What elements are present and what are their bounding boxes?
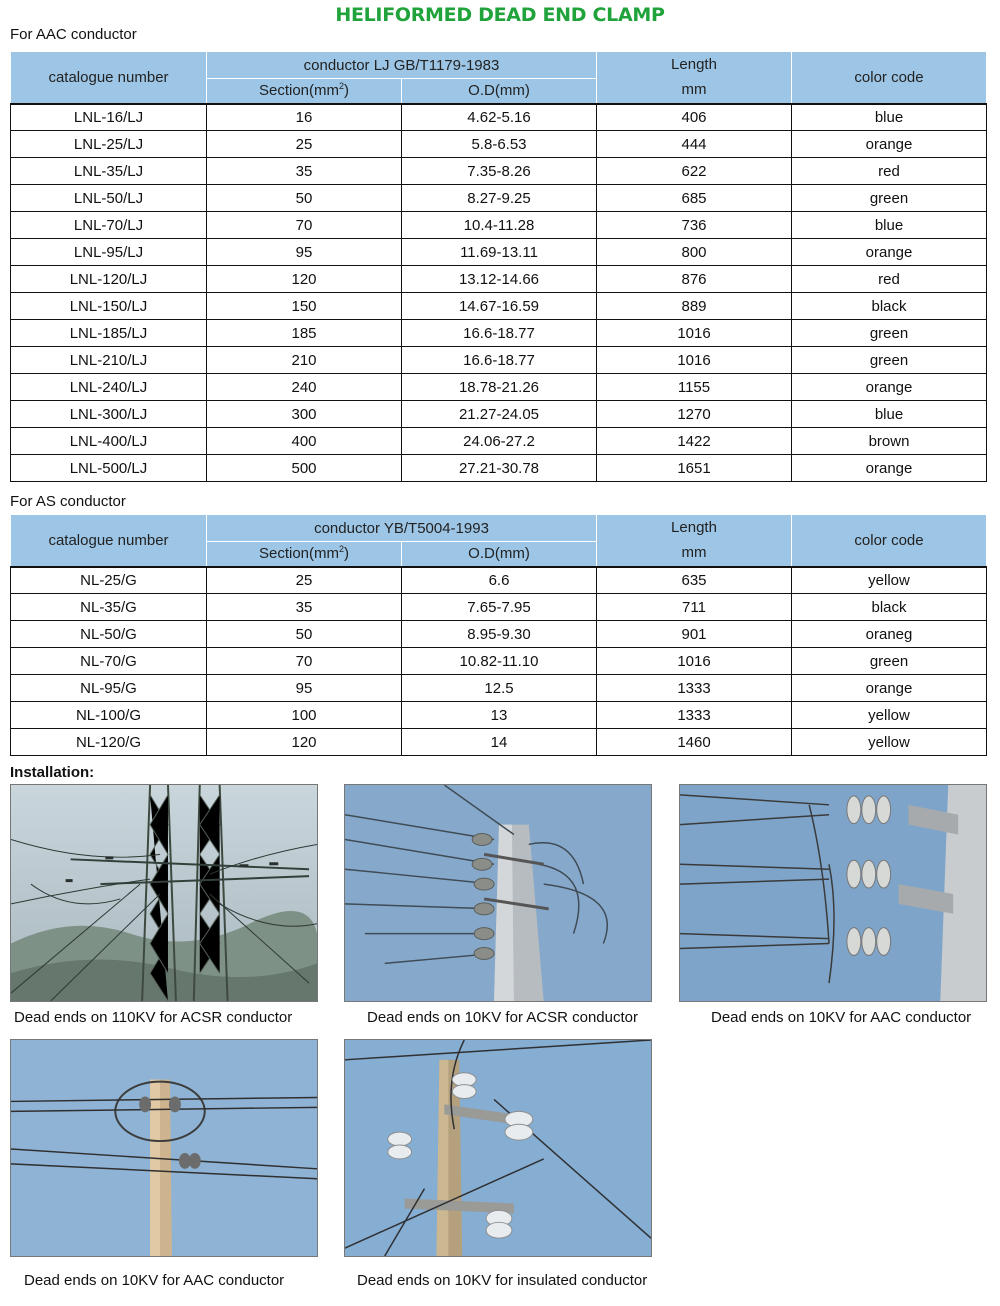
cell-catalogue-number: NL-50/G — [11, 621, 207, 648]
cell-length: 685 — [597, 185, 792, 212]
cell-outer-diameter: 5.8-6.53 — [402, 131, 597, 158]
cell-catalogue-number: LNL-240/LJ — [11, 374, 207, 401]
cell-section: 120 — [207, 729, 402, 756]
table-row — [11, 104, 987, 131]
photo-10kv-aac-1 — [679, 784, 987, 1002]
cell-section: 210 — [207, 347, 402, 374]
header-length — [597, 52, 792, 104]
cell-catalogue-number: LNL-120/LJ — [11, 266, 207, 293]
table-row — [11, 293, 987, 320]
cell-color-code: green — [792, 320, 987, 347]
header-conductor-standard: conductor YB/T5004-1993 — [207, 515, 597, 542]
cell-catalogue-number: LNL-35/LJ — [11, 158, 207, 185]
cell-catalogue-number: LNL-50/LJ — [11, 185, 207, 212]
table-row — [11, 347, 987, 374]
cell-section: 95 — [207, 675, 402, 702]
cell-length: 876 — [597, 266, 792, 293]
cell-catalogue-number: LNL-95/LJ — [11, 239, 207, 266]
as-spec-table — [10, 514, 987, 756]
cell-catalogue-number: LNL-16/LJ — [11, 104, 207, 131]
header-color-code: color code — [792, 515, 987, 567]
cell-catalogue-number: LNL-300/LJ — [11, 401, 207, 428]
cell-color-code: black — [792, 594, 987, 621]
cell-length: 1422 — [597, 428, 792, 455]
cell-color-code: blue — [792, 104, 987, 131]
cell-length: 1016 — [597, 320, 792, 347]
cell-length: 406 — [597, 104, 792, 131]
cell-length: 1270 — [597, 401, 792, 428]
cell-catalogue-number: NL-95/G — [11, 675, 207, 702]
cell-color-code: orange — [792, 455, 987, 482]
cell-section: 300 — [207, 401, 402, 428]
cell-catalogue-number: NL-120/G — [11, 729, 207, 756]
cell-color-code: orange — [792, 131, 987, 158]
table-row — [11, 374, 987, 401]
cell-outer-diameter: 27.21-30.78 — [402, 455, 597, 482]
header-length-unit: mm — [681, 81, 707, 99]
table-row — [11, 266, 987, 293]
cell-color-code: brown — [792, 428, 987, 455]
photo-caption: Dead ends on 10KV for AAC conductor — [711, 1009, 972, 1026]
header-color-code: color code — [792, 52, 987, 104]
cell-section: 25 — [207, 567, 402, 594]
cell-outer-diameter: 4.62-5.16 — [402, 104, 597, 131]
cell-outer-diameter: 8.95-9.30 — [402, 621, 597, 648]
cell-length: 1016 — [597, 648, 792, 675]
aac-table-body — [11, 104, 987, 482]
cell-outer-diameter: 6.6 — [402, 567, 597, 594]
cell-section: 120 — [207, 266, 402, 293]
table-row — [11, 729, 987, 756]
installation-heading: Installation: — [10, 764, 95, 781]
table-row — [11, 567, 987, 594]
cell-color-code: red — [792, 158, 987, 185]
cell-catalogue-number: LNL-185/LJ — [11, 320, 207, 347]
page-title: HELIFORMED DEAD END CLAMP — [335, 4, 665, 26]
header-length-label: Length — [671, 56, 717, 74]
table-row — [11, 131, 987, 158]
cell-color-code: oraneg — [792, 621, 987, 648]
cell-outer-diameter: 16.6-18.77 — [402, 347, 597, 374]
header-outer-diameter: O.D(mm) — [402, 542, 597, 567]
table-row — [11, 212, 987, 239]
cell-color-code: green — [792, 648, 987, 675]
cell-length: 711 — [597, 594, 792, 621]
cell-section: 95 — [207, 239, 402, 266]
cell-section: 25 — [207, 131, 402, 158]
cell-catalogue-number: NL-100/G — [11, 702, 207, 729]
cell-outer-diameter: 16.6-18.77 — [402, 320, 597, 347]
cell-color-code: orange — [792, 374, 987, 401]
cell-section: 240 — [207, 374, 402, 401]
table-row — [11, 702, 987, 729]
cell-outer-diameter: 10.82-11.10 — [402, 648, 597, 675]
cell-length: 635 — [597, 567, 792, 594]
cell-color-code: yellow — [792, 702, 987, 729]
cell-catalogue-number: LNL-150/LJ — [11, 293, 207, 320]
table-row — [11, 594, 987, 621]
as-section-label: For AS conductor — [10, 493, 126, 510]
header-catalogue-number: catalogue number — [11, 515, 207, 567]
photo-10kv-acsr — [344, 784, 652, 1002]
header-conductor-standard: conductor LJ GB/T1179-1983 — [207, 52, 597, 79]
cell-section: 500 — [207, 455, 402, 482]
cell-color-code: green — [792, 347, 987, 374]
cell-color-code: yellow — [792, 567, 987, 594]
cell-section: 185 — [207, 320, 402, 347]
cell-length: 1155 — [597, 374, 792, 401]
table-row — [11, 675, 987, 702]
cell-color-code: orange — [792, 239, 987, 266]
cell-outer-diameter: 7.35-8.26 — [402, 158, 597, 185]
aac-spec-table — [10, 51, 987, 482]
table-row — [11, 455, 987, 482]
table-row — [11, 428, 987, 455]
cell-length: 1333 — [597, 702, 792, 729]
header-section: $Section(mm^2)$ — [207, 79, 402, 104]
header-outer-diameter: O.D(mm) — [402, 79, 597, 104]
cell-length: 622 — [597, 158, 792, 185]
header-length-unit: mm — [681, 544, 707, 562]
cell-section: 35 — [207, 158, 402, 185]
photo-caption: Dead ends on 10KV for insulated conductor — [357, 1272, 648, 1289]
as-table-body — [11, 567, 987, 756]
cell-length: 444 — [597, 131, 792, 158]
cell-section: 150 — [207, 293, 402, 320]
header-section: $Section(mm^2)$ — [207, 542, 402, 567]
photo-caption: Dead ends on 10KV for AAC conductor — [24, 1272, 285, 1289]
cell-color-code: yellow — [792, 729, 987, 756]
cell-outer-diameter: 18.78-21.26 — [402, 374, 597, 401]
table-row — [11, 621, 987, 648]
cell-section: 70 — [207, 648, 402, 675]
cell-color-code: red — [792, 266, 987, 293]
cell-color-code: blue — [792, 401, 987, 428]
aac-section-label: For AAC conductor — [10, 26, 137, 43]
cell-length: 1333 — [597, 675, 792, 702]
cell-length: 736 — [597, 212, 792, 239]
cell-outer-diameter: 24.06-27.2 — [402, 428, 597, 455]
photo-10kv-aac-2 — [10, 1039, 318, 1257]
cell-catalogue-number: NL-25/G — [11, 567, 207, 594]
cell-catalogue-number: LNL-70/LJ — [11, 212, 207, 239]
cell-outer-diameter: 12.5 — [402, 675, 597, 702]
header-length — [597, 515, 792, 567]
cell-catalogue-number: NL-70/G — [11, 648, 207, 675]
cell-outer-diameter: 7.65-7.95 — [402, 594, 597, 621]
header-length-label: Length — [671, 519, 717, 537]
table-row — [11, 239, 987, 266]
cell-catalogue-number: NL-35/G — [11, 594, 207, 621]
cell-section: 100 — [207, 702, 402, 729]
cell-color-code: blue — [792, 212, 987, 239]
cell-section: 16 — [207, 104, 402, 131]
cell-length: 1016 — [597, 347, 792, 374]
cell-outer-diameter: 11.69-13.11 — [402, 239, 597, 266]
cell-color-code: orange — [792, 675, 987, 702]
cell-catalogue-number: LNL-500/LJ — [11, 455, 207, 482]
photo-caption: Dead ends on 110KV for ACSR conductor — [14, 1009, 293, 1026]
header-catalogue-number: catalogue number — [11, 52, 207, 104]
cell-length: 1651 — [597, 455, 792, 482]
cell-color-code: green — [792, 185, 987, 212]
cell-catalogue-number: LNL-25/LJ — [11, 131, 207, 158]
cell-length: 901 — [597, 621, 792, 648]
cell-length: 889 — [597, 293, 792, 320]
cell-section: 50 — [207, 185, 402, 212]
cell-length: 800 — [597, 239, 792, 266]
table-row — [11, 185, 987, 212]
cell-section: 70 — [207, 212, 402, 239]
photo-caption: Dead ends on 10KV for ACSR conductor — [367, 1009, 638, 1026]
cell-outer-diameter: 14.67-16.59 — [402, 293, 597, 320]
cell-outer-diameter: 13.12-14.66 — [402, 266, 597, 293]
table-row — [11, 320, 987, 347]
cell-color-code: black — [792, 293, 987, 320]
table-row — [11, 648, 987, 675]
cell-section: 400 — [207, 428, 402, 455]
cell-outer-diameter: 14 — [402, 729, 597, 756]
cell-catalogue-number: LNL-210/LJ — [11, 347, 207, 374]
cell-outer-diameter: 10.4-11.28 — [402, 212, 597, 239]
table-row — [11, 158, 987, 185]
cell-section: 35 — [207, 594, 402, 621]
cell-outer-diameter: 13 — [402, 702, 597, 729]
cell-catalogue-number: LNL-400/LJ — [11, 428, 207, 455]
photo-110kv-acsr — [10, 784, 318, 1002]
table-row — [11, 401, 987, 428]
cell-length: 1460 — [597, 729, 792, 756]
cell-outer-diameter: 8.27-9.25 — [402, 185, 597, 212]
cell-outer-diameter: 21.27-24.05 — [402, 401, 597, 428]
cell-section: 50 — [207, 621, 402, 648]
photo-10kv-insulated — [344, 1039, 652, 1257]
